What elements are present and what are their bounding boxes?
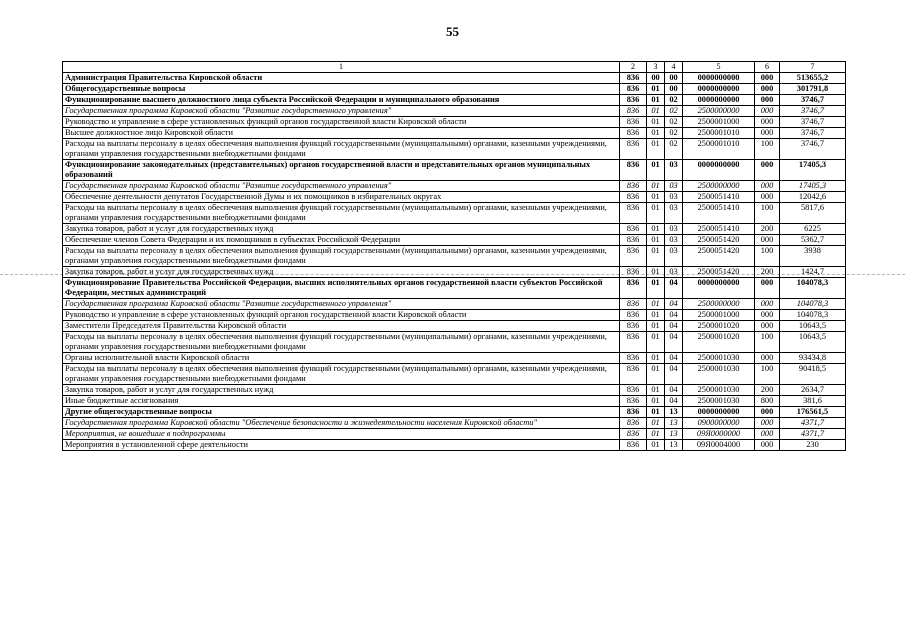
row-name-cell: Закупка товаров, работ и услуг для государственных нужд [63, 385, 620, 396]
section-code-cell: 01 [647, 353, 665, 364]
section-code-cell: 01 [647, 321, 665, 332]
section-code-cell: 01 [647, 128, 665, 139]
table-row [63, 235, 846, 246]
row-name-cell: Расходы на выплаты персоналу в целях обеспечения выполнения функций государственными (муниципальными) органами, казенными учреждениями, органами управления государственными внебюджетными фондами [63, 246, 620, 267]
ministry-code-cell: 836 [620, 385, 647, 396]
target-article-cell: 2500051410 [683, 203, 755, 224]
ministry-code-cell: 836 [620, 364, 647, 385]
ministry-code-cell: 836 [620, 95, 647, 106]
amount-cell: 6225 [780, 224, 846, 235]
expense-type-cell: 200 [755, 267, 780, 278]
expense-type-cell: 000 [755, 192, 780, 203]
table-row [63, 84, 846, 95]
ministry-code-cell: 836 [620, 332, 647, 353]
section-code-cell: 01 [647, 192, 665, 203]
subsection-code-cell: 03 [665, 160, 683, 181]
expense-type-cell: 000 [755, 117, 780, 128]
budget-table [62, 61, 846, 451]
row-name-cell: Расходы на выплаты персоналу в целях обеспечения выполнения функций государственными (муниципальными) органами, казенными учреждениями, органами управления государственными внебюджетными фондами [63, 332, 620, 353]
table-row [63, 267, 846, 278]
row-name-cell: Расходы на выплаты персоналу в целях обеспечения выполнения функций государственными (муниципальными) органами, казенными учреждениями, органами управления государственными внебюджетными фондами [63, 364, 620, 385]
table-row [63, 299, 846, 310]
page-number: 55 [446, 24, 459, 39]
section-code-cell: 01 [647, 332, 665, 353]
amount-cell: 513655,2 [780, 73, 846, 84]
table-row [63, 310, 846, 321]
expense-type-cell: 200 [755, 224, 780, 235]
target-article-cell: 2500000000 [683, 106, 755, 117]
expense-type-cell: 000 [755, 181, 780, 192]
subsection-code-cell: 04 [665, 396, 683, 407]
subsection-code-cell: 00 [665, 84, 683, 95]
expense-type-cell: 000 [755, 278, 780, 299]
row-name-cell: Мероприятия, не вошедшие в подпрограммы [63, 429, 620, 440]
row-name-cell: Закупка товаров, работ и услуг для государственных нужд [63, 224, 620, 235]
row-name-cell: Функционирование высшего должностного лица субъекта Российской Федерации и муниципального образования [63, 95, 620, 106]
amount-cell: 93434,8 [780, 353, 846, 364]
table-row [63, 106, 846, 117]
ministry-code-cell: 836 [620, 128, 647, 139]
subsection-code-cell: 02 [665, 128, 683, 139]
ministry-code-cell: 836 [620, 73, 647, 84]
column-header: 5 [683, 62, 755, 73]
section-code-cell: 01 [647, 364, 665, 385]
table-row [63, 192, 846, 203]
target-article-cell: 0900000000 [683, 418, 755, 429]
table-row [63, 332, 846, 353]
ministry-code-cell: 836 [620, 278, 647, 299]
table-row [63, 139, 846, 160]
amount-cell: 104078,3 [780, 278, 846, 299]
table-row [63, 440, 846, 451]
ministry-code-cell: 836 [620, 106, 647, 117]
row-name-cell: Государственная программа Кировской области "Развитие государственного управления" [63, 106, 620, 117]
subsection-code-cell: 04 [665, 299, 683, 310]
row-name-cell: Расходы на выплаты персоналу в целях обеспечения выполнения функций государственными (муниципальными) органами, казенными учреждениями, органами управления государственными внебюджетными фондами [63, 139, 620, 160]
section-code-cell: 01 [647, 160, 665, 181]
column-header: 4 [665, 62, 683, 73]
section-code-cell: 01 [647, 418, 665, 429]
subsection-code-cell: 04 [665, 353, 683, 364]
subsection-code-cell: 03 [665, 235, 683, 246]
table-row [63, 429, 846, 440]
amount-cell: 3746,7 [780, 128, 846, 139]
section-code-cell: 01 [647, 117, 665, 128]
row-name-cell: Другие общегосударственные вопросы [63, 407, 620, 418]
expense-type-cell: 100 [755, 364, 780, 385]
amount-cell: 104078,3 [780, 299, 846, 310]
ministry-code-cell: 836 [620, 139, 647, 160]
amount-cell: 1424,7 [780, 267, 846, 278]
amount-cell: 17405,3 [780, 160, 846, 181]
table-row [63, 203, 846, 224]
ministry-code-cell: 836 [620, 235, 647, 246]
ministry-code-cell: 836 [620, 418, 647, 429]
amount-cell: 301791,8 [780, 84, 846, 95]
section-code-cell: 01 [647, 440, 665, 451]
subsection-code-cell: 03 [665, 203, 683, 224]
ministry-code-cell: 836 [620, 160, 647, 181]
row-name-cell: Администрация Правительства Кировской области [63, 73, 620, 84]
target-article-cell: 0000000000 [683, 160, 755, 181]
expense-type-cell: 100 [755, 203, 780, 224]
row-name-cell: Руководство и управление в сфере установленных функций органов государственной власти Кировской области [63, 310, 620, 321]
ministry-code-cell: 836 [620, 203, 647, 224]
section-code-cell: 01 [647, 139, 665, 160]
expense-type-cell: 200 [755, 385, 780, 396]
subsection-code-cell: 03 [665, 224, 683, 235]
ministry-code-cell: 836 [620, 429, 647, 440]
ministry-code-cell: 836 [620, 440, 647, 451]
ministry-code-cell: 836 [620, 396, 647, 407]
row-name-cell: Закупка товаров, работ и услуг для государственных нужд [63, 267, 620, 278]
ministry-code-cell: 836 [620, 84, 647, 95]
row-name-cell: Обеспечение членов Совета Федерации и их помощников в субъектах Российской Федерации [63, 235, 620, 246]
section-code-cell: 01 [647, 396, 665, 407]
amount-cell: 10643,5 [780, 332, 846, 353]
amount-cell: 3746,7 [780, 95, 846, 106]
target-article-cell: 2500051410 [683, 224, 755, 235]
subsection-code-cell: 13 [665, 407, 683, 418]
table-row [63, 385, 846, 396]
row-name-cell: Руководство и управление в сфере установленных функций органов государственной власти Кировской области [63, 117, 620, 128]
table-row [63, 128, 846, 139]
subsection-code-cell: 03 [665, 192, 683, 203]
table-row [63, 117, 846, 128]
expense-type-cell: 000 [755, 440, 780, 451]
table-row [63, 396, 846, 407]
ministry-code-cell: 836 [620, 299, 647, 310]
target-article-cell: 2500001030 [683, 396, 755, 407]
amount-cell: 2634,7 [780, 385, 846, 396]
column-header: 6 [755, 62, 780, 73]
target-article-cell: 2500001000 [683, 310, 755, 321]
amount-cell: 176561,5 [780, 407, 846, 418]
section-code-cell: 01 [647, 203, 665, 224]
subsection-code-cell: 04 [665, 310, 683, 321]
amount-cell: 3938 [780, 246, 846, 267]
subsection-code-cell: 04 [665, 278, 683, 299]
expense-type-cell: 100 [755, 139, 780, 160]
amount-cell: 3746,7 [780, 117, 846, 128]
target-article-cell: 0000000000 [683, 278, 755, 299]
row-name-cell: Функционирование Правительства Российской Федерации, высших исполнительных органов государственной власти субъектов Российской Федерации, местных администраций [63, 278, 620, 299]
amount-cell: 90418,5 [780, 364, 846, 385]
expense-type-cell: 000 [755, 407, 780, 418]
row-name-cell: Государственная программа Кировской области "Развитие государственного управления" [63, 299, 620, 310]
section-code-cell: 01 [647, 84, 665, 95]
column-header: 2 [620, 62, 647, 73]
subsection-code-cell: 04 [665, 321, 683, 332]
target-article-cell: 2500000000 [683, 299, 755, 310]
row-name-cell: Государственная программа Кировской области "Обеспечение безопасности и жизнедеятельности населения Кировской области" [63, 418, 620, 429]
amount-cell: 5362,7 [780, 235, 846, 246]
table-row [63, 407, 846, 418]
row-name-cell: Мероприятия в установленной сфере деятельности [63, 440, 620, 451]
section-code-cell: 01 [647, 407, 665, 418]
row-name-cell: Функционирование законодательных (представительных) органов государственной власти и представительных органов муниципальных образований [63, 160, 620, 181]
row-name-cell: Обеспечение деятельности депутатов Государственной Думы и их помощников в избирательных округах [63, 192, 620, 203]
ministry-code-cell: 836 [620, 224, 647, 235]
subsection-code-cell: 04 [665, 332, 683, 353]
amount-cell: 230 [780, 440, 846, 451]
expense-type-cell: 000 [755, 235, 780, 246]
amount-cell: 3746,7 [780, 139, 846, 160]
table-row [63, 95, 846, 106]
subsection-code-cell: 02 [665, 106, 683, 117]
row-name-cell: Государственная программа Кировской области "Развитие государственного управления" [63, 181, 620, 192]
target-article-cell: 2500051420 [683, 235, 755, 246]
column-header: 3 [647, 62, 665, 73]
table-row [63, 160, 846, 181]
subsection-code-cell: 04 [665, 364, 683, 385]
ministry-code-cell: 836 [620, 310, 647, 321]
target-article-cell: 2500051410 [683, 192, 755, 203]
amount-cell: 10643,5 [780, 321, 846, 332]
target-article-cell: 0000000000 [683, 407, 755, 418]
column-header: 7 [780, 62, 846, 73]
section-code-cell: 01 [647, 235, 665, 246]
target-article-cell: 09Я0000000 [683, 429, 755, 440]
expense-type-cell: 000 [755, 418, 780, 429]
subsection-code-cell: 04 [665, 385, 683, 396]
table-row [63, 224, 846, 235]
subsection-code-cell: 02 [665, 139, 683, 160]
section-code-cell: 01 [647, 246, 665, 267]
ministry-code-cell: 836 [620, 321, 647, 332]
ministry-code-cell: 836 [620, 246, 647, 267]
expense-type-cell: 000 [755, 310, 780, 321]
table-body [63, 62, 846, 451]
table-row [63, 278, 846, 299]
amount-cell: 381,6 [780, 396, 846, 407]
subsection-code-cell: 03 [665, 267, 683, 278]
expense-type-cell: 000 [755, 106, 780, 117]
expense-type-cell: 000 [755, 128, 780, 139]
expense-type-cell: 000 [755, 95, 780, 106]
section-code-cell: 01 [647, 299, 665, 310]
section-code-cell: 01 [647, 224, 665, 235]
section-code-cell: 00 [647, 73, 665, 84]
expense-type-cell: 000 [755, 321, 780, 332]
header-row [63, 62, 846, 73]
expense-type-cell: 000 [755, 299, 780, 310]
amount-cell: 17405,3 [780, 181, 846, 192]
target-article-cell: 2500001010 [683, 128, 755, 139]
section-code-cell: 01 [647, 278, 665, 299]
table-row [63, 321, 846, 332]
subsection-code-cell: 13 [665, 440, 683, 451]
ministry-code-cell: 836 [620, 267, 647, 278]
table-row [63, 353, 846, 364]
target-article-cell: 09Я0004000 [683, 440, 755, 451]
section-code-cell: 01 [647, 385, 665, 396]
expense-type-cell: 100 [755, 246, 780, 267]
target-article-cell: 2500001030 [683, 364, 755, 385]
table-row [63, 246, 846, 267]
row-name-cell: Общегосударственные вопросы [63, 84, 620, 95]
target-article-cell: 2500001000 [683, 117, 755, 128]
subsection-code-cell: 03 [665, 246, 683, 267]
expense-type-cell: 800 [755, 396, 780, 407]
expense-type-cell: 100 [755, 332, 780, 353]
amount-cell: 3746,7 [780, 106, 846, 117]
ministry-code-cell: 836 [620, 353, 647, 364]
target-article-cell: 0000000000 [683, 84, 755, 95]
subsection-code-cell: 13 [665, 429, 683, 440]
expense-type-cell: 000 [755, 160, 780, 181]
row-name-cell: Иные бюджетные ассигнования [63, 396, 620, 407]
row-name-cell: Заместители Председателя Правительства Кировской области [63, 321, 620, 332]
subsection-code-cell: 02 [665, 117, 683, 128]
expense-type-cell: 000 [755, 429, 780, 440]
ministry-code-cell: 836 [620, 117, 647, 128]
target-article-cell: 2500001020 [683, 321, 755, 332]
target-article-cell: 2500051420 [683, 246, 755, 267]
row-name-cell: Расходы на выплаты персоналу в целях обеспечения выполнения функций государственными (муниципальными) органами, казенными учреждениями, органами управления государственными внебюджетными фондами [63, 203, 620, 224]
expense-type-cell: 000 [755, 353, 780, 364]
target-article-cell: 2500001030 [683, 385, 755, 396]
section-code-cell: 01 [647, 267, 665, 278]
ministry-code-cell: 836 [620, 407, 647, 418]
section-code-cell: 01 [647, 106, 665, 117]
section-code-cell: 01 [647, 310, 665, 321]
table-row [63, 364, 846, 385]
ministry-code-cell: 836 [620, 181, 647, 192]
amount-cell: 12042,6 [780, 192, 846, 203]
row-name-cell: Органы исполнительной власти Кировской области [63, 353, 620, 364]
table-row [63, 418, 846, 429]
subsection-code-cell: 02 [665, 95, 683, 106]
amount-cell: 104078,3 [780, 310, 846, 321]
row-name-cell: Высшее должностное лицо Кировской области [63, 128, 620, 139]
target-article-cell: 0000000000 [683, 73, 755, 84]
target-article-cell: 0000000000 [683, 95, 755, 106]
target-article-cell: 2500000000 [683, 181, 755, 192]
subsection-code-cell: 00 [665, 73, 683, 84]
ministry-code-cell: 836 [620, 192, 647, 203]
expense-type-cell: 000 [755, 84, 780, 95]
target-article-cell: 2500051420 [683, 267, 755, 278]
section-code-cell: 01 [647, 181, 665, 192]
section-code-cell: 01 [647, 95, 665, 106]
target-article-cell: 2500001020 [683, 332, 755, 353]
amount-cell: 4371,7 [780, 429, 846, 440]
subsection-code-cell: 13 [665, 418, 683, 429]
table-row [63, 73, 846, 84]
target-article-cell: 2500001030 [683, 353, 755, 364]
target-article-cell: 2500001010 [683, 139, 755, 160]
section-code-cell: 01 [647, 429, 665, 440]
subsection-code-cell: 03 [665, 181, 683, 192]
expense-type-cell: 000 [755, 73, 780, 84]
table-row [63, 181, 846, 192]
column-header: 1 [63, 62, 620, 73]
amount-cell: 5817,6 [780, 203, 846, 224]
amount-cell: 4371,7 [780, 418, 846, 429]
